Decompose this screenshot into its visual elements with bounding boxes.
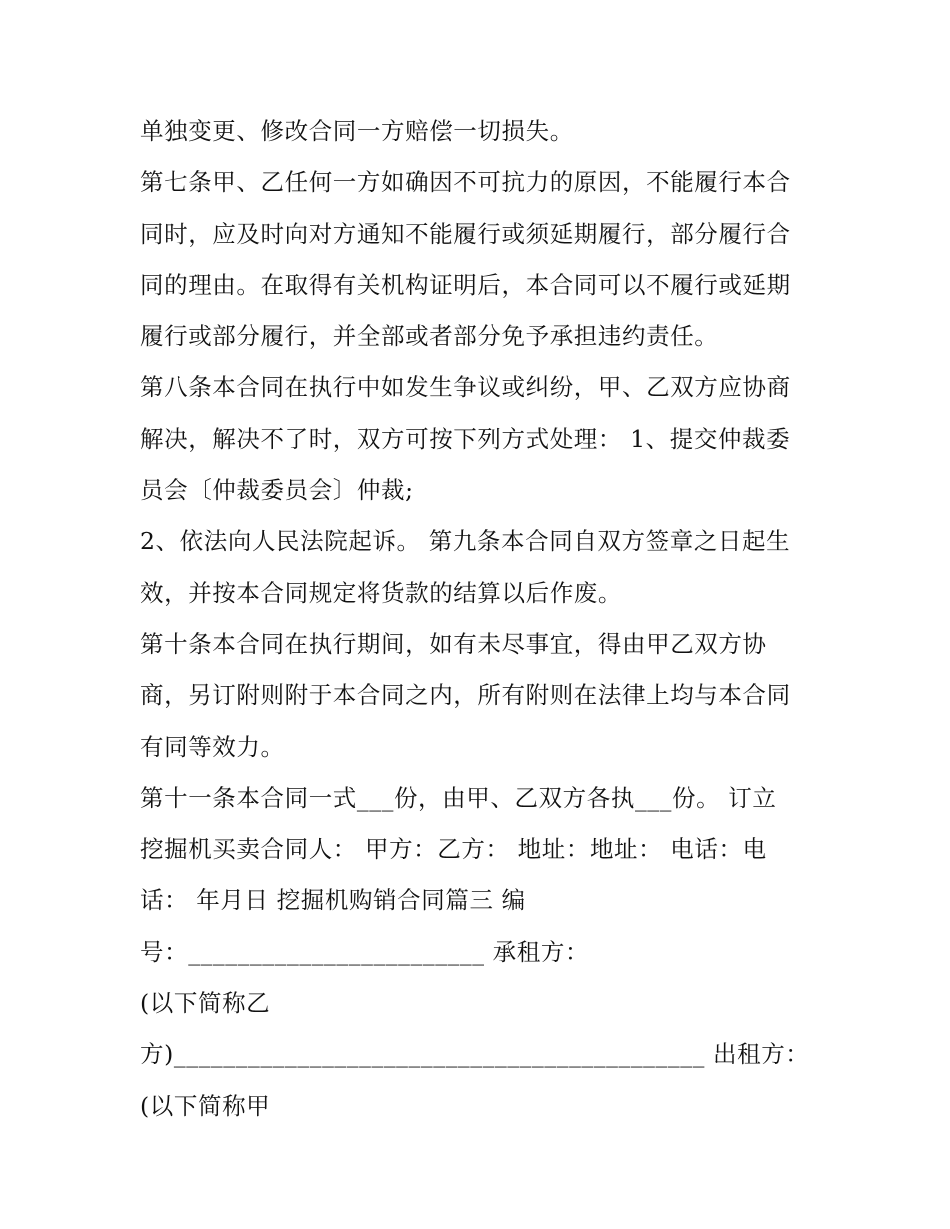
- text-line: 第七条甲、乙任何一方如确因不可抗力的原因，不能履行本合: [140, 168, 791, 197]
- text-line: 效，并按本合同规定将货款的结算以后作废。: [140, 578, 622, 607]
- text-line: 解决，解决不了时，双方可按下列方式处理： 1、提交仲裁委: [140, 424, 791, 453]
- text-line: 第十条本合同在执行期间，如有未尽事宜，得由甲乙双方协: [140, 629, 767, 658]
- text-line: 同的理由。在取得有关机构证明后，本合同可以不履行或延期: [140, 270, 791, 299]
- text-line: 方)___________________________________________ 出租方：: [140, 1040, 810, 1069]
- text-line: 第十一条本合同一式___份，由甲、乙双方各执___份。 订立: [140, 783, 777, 812]
- text-line: 履行或部分履行，并全部或者部分免予承担违约责任。: [140, 322, 719, 351]
- text-line: 第八条本合同在执行中如发生争议或纠纷，甲、乙双方应协商: [140, 373, 791, 402]
- text-line: 单独变更、修改合同一方赔偿一切损失。: [140, 117, 574, 145]
- text-line: 话： 年月日 挖掘机购销合同篇三 编: [140, 886, 526, 915]
- contract-text: [140, 106, 830, 1132]
- text-line: 有同等效力。: [140, 732, 285, 761]
- text-line: 2、依法向人民法院起诉。 第九条本合同自双方签章之日起生: [140, 527, 791, 556]
- text-line: 同时，应及时向对方通知不能履行或须延期履行，部分履行合: [140, 219, 791, 248]
- text-line: (以下简称乙: [140, 989, 271, 1018]
- text-line: 员会〔仲裁委员会〕仲裁;: [140, 476, 414, 505]
- text-line: 号：________________________ 承租方：: [140, 937, 590, 966]
- text-line: (以下简称甲: [140, 1091, 271, 1120]
- text-line: 商，另订附则附于本合同之内，所有附则在法律上均与本合同: [140, 681, 791, 710]
- text-line: 挖掘机买卖合同人： 甲方：乙方： 地址：地址： 电话：电: [140, 835, 767, 864]
